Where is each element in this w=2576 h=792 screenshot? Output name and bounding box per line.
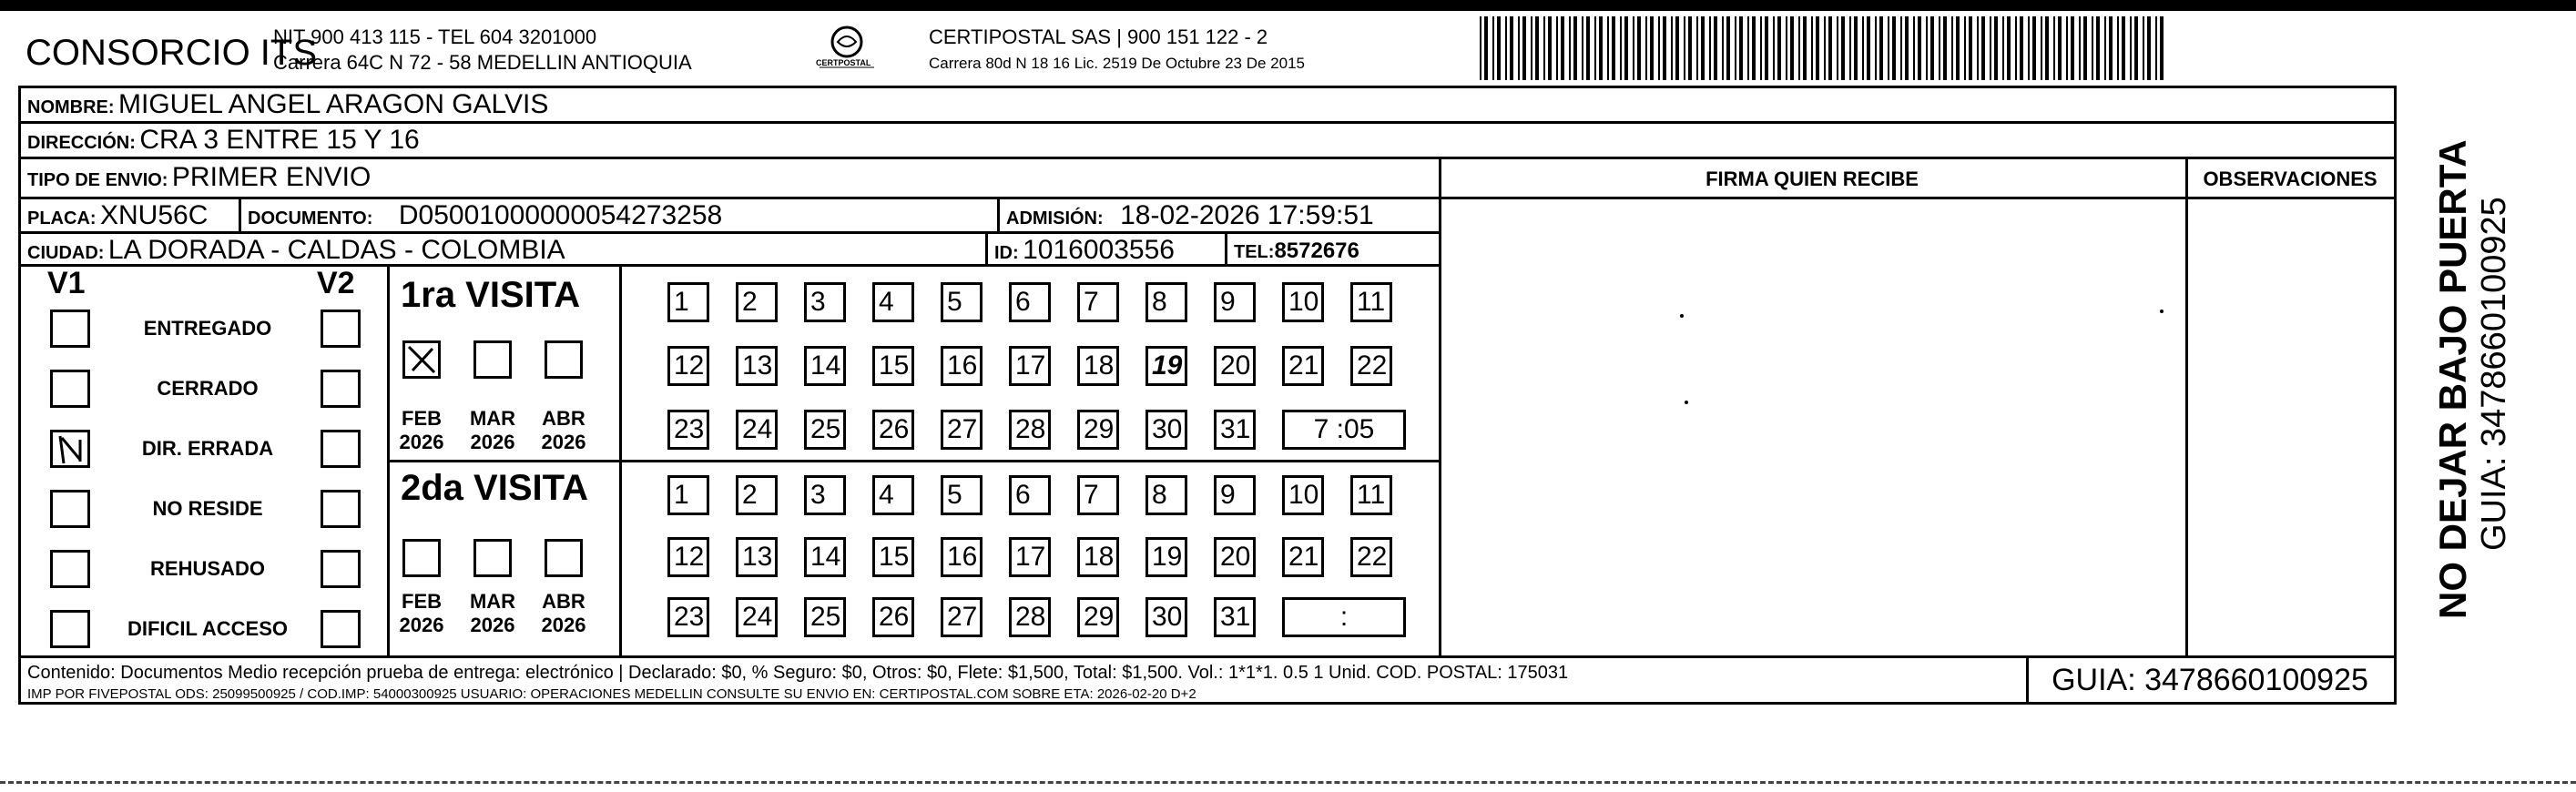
certipostal-logo [810, 24, 883, 78]
barcode-bar [1543, 16, 1545, 80]
v1-checkbox[interactable] [50, 310, 90, 348]
barcode-bar [1943, 16, 1947, 80]
v1-label: V1 [47, 266, 86, 300]
footer-guia: GUIA: 3478660100925 [2052, 663, 2368, 697]
day-box[interactable]: 23 [667, 597, 709, 637]
second-visit-label: 2da VISITA [401, 468, 588, 508]
month-checkbox[interactable] [545, 340, 583, 379]
v1-checkbox[interactable] [50, 610, 90, 648]
barcode-bar [1675, 16, 1679, 80]
v2-label: V2 [317, 266, 355, 300]
status-label: DIFICIL ACCESO [127, 617, 288, 640]
company-nit: NIT 900 413 115 - TEL 604 3201000 [273, 25, 597, 48]
day-box[interactable]: 24 [736, 597, 778, 637]
barcode-bar [2079, 16, 2081, 80]
day-box[interactable]: 26 [872, 597, 914, 637]
ciudad-label: CIUDAD: [27, 243, 105, 263]
day-box[interactable]: 18 [1077, 346, 1119, 386]
barcode-bar [1497, 16, 1501, 80]
month-label: ABR 2026 [541, 407, 586, 453]
barcode-bar [1786, 16, 1787, 80]
certipostal-address: Carrera 80d N 18 16 Lic. 2519 De Octubre 23 De 2015 [929, 55, 1305, 72]
barcode-bar [1905, 16, 1909, 80]
barcode-bar [2020, 16, 2023, 80]
direccion-value: CRA 3 ENTRE 15 Y 16 [139, 125, 420, 155]
company-address: Carrera 64C N 72 - 58 MEDELLIN ANTIOQUIA [273, 51, 692, 74]
day-box[interactable]: 10 [1282, 475, 1324, 515]
tipo-envio-label: TIPO DE ENVIO: [27, 170, 168, 190]
side-guia: GUIA: 3478660100925 [2475, 197, 2513, 551]
barcode-bar [1918, 16, 1921, 80]
v2-checkbox[interactable] [321, 550, 361, 588]
day-box[interactable]: 24 [736, 410, 778, 450]
barcode-bar [2066, 16, 2068, 80]
barcode-bar [1531, 16, 1532, 80]
day-box[interactable]: 8 [1145, 475, 1187, 515]
day-box[interactable]: 15 [872, 346, 914, 386]
barcode-bar [1735, 16, 1736, 80]
barcode-bar [1688, 16, 1692, 80]
barcode-bar [1841, 16, 1845, 80]
barcode-bar [2092, 16, 2093, 80]
direccion-label: DIRECCIÓN: [27, 133, 136, 153]
barcode-bar [1981, 16, 1985, 80]
barcode-bar [1773, 16, 1775, 80]
day-box[interactable]: 4 [872, 475, 914, 515]
barcode-bar [1586, 16, 1590, 80]
day-box[interactable]: 21 [1282, 537, 1324, 577]
day-box[interactable]: 19 [1145, 346, 1187, 386]
v2-checkbox[interactable] [321, 310, 361, 348]
barcode-bar [1522, 16, 1526, 80]
barcode-bar [1900, 16, 1902, 80]
barcode-bar [1951, 16, 1953, 80]
barcode-bar [1994, 16, 1998, 80]
month-checkbox[interactable] [402, 340, 441, 379]
day-box[interactable]: 30 [1145, 410, 1187, 450]
barcode-bar [1480, 16, 1481, 80]
id-label: ID: [994, 243, 1019, 263]
month-checkbox[interactable] [545, 539, 583, 577]
barcode-bar [2122, 16, 2125, 80]
day-box[interactable]: 20 [1214, 346, 1256, 386]
day-box[interactable]: 3 [804, 282, 846, 322]
status-label: ENTREGADO [143, 317, 272, 340]
barcode-bar [2143, 16, 2144, 80]
documento-value: D05001000000054273258 [398, 200, 723, 230]
v1-checkbox[interactable] [50, 490, 90, 528]
status-label: DIR. ERRADA [141, 437, 274, 460]
ciudad-value: LA DORADA - CALDAS - COLOMBIA [107, 235, 565, 265]
barcode-bar [1854, 16, 1858, 80]
barcode-bar [1888, 16, 1889, 80]
month-label: FEB 2026 [399, 407, 444, 453]
day-box[interactable]: 15 [872, 537, 914, 577]
barcode-bar [1862, 16, 1864, 80]
barcode-bar [1645, 16, 1647, 80]
barcode-bar [1990, 16, 1991, 80]
day-box[interactable]: 17 [1009, 537, 1051, 577]
barcode-bar [1977, 16, 1979, 80]
barcode-bar [1607, 16, 1609, 80]
barcode-bar [1556, 16, 1558, 80]
barcode-bar [1913, 16, 1915, 80]
day-box[interactable]: 27 [941, 597, 983, 637]
barcode-bar [2130, 16, 2132, 80]
barcode-bar [2071, 16, 2074, 80]
documento-label: DOCUMENTO: [248, 208, 373, 228]
day-box[interactable]: 28 [1009, 410, 1051, 450]
barcode-bar [2002, 16, 2004, 80]
day-box[interactable]: 6 [1009, 475, 1051, 515]
barcode-bar [2045, 16, 2049, 80]
barcode-bar [1594, 16, 1596, 80]
tel-value: 8572676 [1274, 239, 1359, 263]
placa-value: XNU56C [100, 200, 209, 230]
tipo-envio-value: PRIMER ENVIO [171, 162, 372, 192]
day-box[interactable]: 20 [1214, 537, 1256, 577]
day-box[interactable]: 3 [804, 475, 846, 515]
signature-mark [1680, 314, 1684, 318]
barcode-bar [1926, 16, 1928, 80]
barcode-bar [1765, 16, 1768, 80]
barcode-bar [2015, 16, 2017, 80]
day-box[interactable]: 2 [736, 282, 778, 322]
barcode-bar [2053, 16, 2055, 80]
barcode-bar [1722, 16, 1724, 80]
barcode-bar [1849, 16, 1851, 80]
v2-checkbox[interactable] [321, 430, 361, 468]
time-field[interactable]: 7 :05 [1282, 410, 1406, 450]
observaciones-label: OBSERVACIONES [2203, 168, 2377, 190]
day-box[interactable]: 11 [1350, 475, 1392, 515]
barcode-bar [1671, 16, 1673, 80]
barcode-bar [1650, 16, 1654, 80]
day-box[interactable]: 28 [1009, 597, 1051, 637]
day-box[interactable]: 16 [941, 537, 983, 577]
barcode-bar [1709, 16, 1711, 80]
first-visit-label: 1ra VISITA [401, 275, 581, 315]
barcode-bar [1637, 16, 1641, 80]
day-box[interactable]: 5 [941, 282, 983, 322]
day-box[interactable]: 11 [1350, 282, 1392, 322]
day-box[interactable]: 1 [667, 282, 709, 322]
barcode-bar [2155, 16, 2157, 80]
barcode-bar [1760, 16, 1762, 80]
nombre-value: MIGUEL ANGEL ARAGON GALVIS [118, 89, 549, 119]
barcode-bar [2109, 16, 2113, 80]
barcode-bar [1573, 16, 1577, 80]
barcode-bar [2083, 16, 2087, 80]
day-box[interactable]: 25 [804, 597, 846, 637]
v1-checkbox[interactable] [50, 430, 90, 468]
barcode-bar [1739, 16, 1743, 80]
day-box[interactable]: 6 [1009, 282, 1051, 322]
day-box[interactable]: 12 [667, 537, 709, 577]
barcode-bar [2058, 16, 2062, 80]
barcode-bar [1492, 16, 1494, 80]
barcode-bar [2032, 16, 2036, 80]
month-checkbox[interactable] [402, 539, 441, 577]
barcode-bar [1505, 16, 1507, 80]
barcode-bar [1663, 16, 1666, 80]
barcode-bar [1484, 16, 1488, 80]
signature-mark [1685, 401, 1688, 404]
month-label: FEB 2026 [399, 590, 444, 636]
day-box[interactable]: 22 [1350, 346, 1392, 386]
top-border [0, 0, 2576, 11]
barcode [1480, 16, 2172, 80]
v1-checkbox[interactable] [50, 370, 90, 408]
barcode-bar [1612, 16, 1615, 80]
day-box[interactable]: 14 [804, 537, 846, 577]
barcode-bar [1875, 16, 1877, 80]
barcode-bar [1561, 16, 1564, 80]
v1-checkbox[interactable] [50, 550, 90, 588]
day-box[interactable]: 27 [941, 410, 983, 450]
firma-label: FIRMA QUIEN RECIBE [1705, 168, 1919, 190]
barcode-bar [1633, 16, 1634, 80]
month-checkbox[interactable] [473, 539, 512, 577]
day-box[interactable]: 13 [736, 537, 778, 577]
barcode-bar [1582, 16, 1583, 80]
v2-checkbox[interactable] [321, 610, 361, 648]
day-box[interactable]: 12 [667, 346, 709, 386]
day-box[interactable]: 31 [1214, 597, 1256, 637]
day-box[interactable]: 29 [1077, 410, 1119, 450]
id-value: 1016003556 [1023, 235, 1175, 265]
barcode-bar [1747, 16, 1749, 80]
barcode-bar [1816, 16, 1819, 80]
day-box[interactable]: 7 [1077, 282, 1119, 322]
day-box[interactable]: 29 [1077, 597, 1119, 637]
day-box[interactable]: 19 [1145, 537, 1187, 577]
barcode-bar [2134, 16, 2138, 80]
barcode-bar [1684, 16, 1685, 80]
day-box[interactable]: 10 [1282, 282, 1324, 322]
nombre-label: NOMBRE: [27, 97, 115, 117]
barcode-bar [1956, 16, 1960, 80]
barcode-bar [1569, 16, 1571, 80]
day-box[interactable]: 21 [1282, 346, 1324, 386]
barcode-bar [1548, 16, 1552, 80]
barcode-bar [2007, 16, 2011, 80]
barcode-bar [1824, 16, 1826, 80]
barcode-bar [1620, 16, 1622, 80]
barcode-bar [2096, 16, 2100, 80]
day-box[interactable]: 26 [872, 410, 914, 450]
day-box[interactable]: 31 [1214, 410, 1256, 450]
day-box[interactable]: 5 [941, 475, 983, 515]
day-box[interactable]: 14 [804, 346, 846, 386]
day-box[interactable]: 7 [1077, 475, 1119, 515]
day-box[interactable]: 22 [1350, 537, 1392, 577]
barcode-bar [1930, 16, 1934, 80]
barcode-bar [1752, 16, 1756, 80]
barcode-bar [1837, 16, 1838, 80]
day-box[interactable]: 4 [872, 282, 914, 322]
status-label: NO RESIDE [152, 497, 263, 520]
barcode-bar [1879, 16, 1883, 80]
admision-label: ADMISIÓN: [1006, 208, 1104, 228]
day-box[interactable]: 1 [667, 475, 709, 515]
barcode-bar [1714, 16, 1717, 80]
day-box[interactable]: 17 [1009, 346, 1051, 386]
barcode-bar [1624, 16, 1628, 80]
barcode-bar [2147, 16, 2151, 80]
tear-line [0, 781, 2576, 784]
placa-label: PLACA: [27, 208, 97, 228]
month-label: MAR 2026 [469, 590, 516, 636]
day-box[interactable]: 30 [1145, 597, 1187, 637]
barcode-bar [1803, 16, 1807, 80]
barcode-bar [1777, 16, 1781, 80]
barcode-bar [1599, 16, 1603, 80]
barcode-bar [1867, 16, 1870, 80]
barcode-bar [1939, 16, 1940, 80]
day-box[interactable]: 9 [1214, 282, 1256, 322]
month-checkbox[interactable] [473, 340, 512, 379]
barcode-bar [1964, 16, 1966, 80]
barcode-bar [1518, 16, 1520, 80]
side-warning: NO DEJAR BAJO PUERTA [2431, 139, 2474, 619]
barcode-bar [2041, 16, 2042, 80]
barcode-bar [1696, 16, 1698, 80]
month-label: MAR 2026 [469, 407, 516, 453]
signature-mark [2160, 310, 2164, 313]
month-label: ABR 2026 [541, 590, 586, 636]
barcode-bar [1811, 16, 1813, 80]
time-field[interactable]: : [1282, 597, 1406, 637]
barcode-bar [1658, 16, 1660, 80]
logo-text: CERTPOSTAL [816, 58, 871, 67]
day-box[interactable]: 13 [736, 346, 778, 386]
barcode-bar [1535, 16, 1539, 80]
day-box[interactable]: 2 [736, 475, 778, 515]
barcode-bar [1701, 16, 1705, 80]
admision-value: 18-02-2026 17:59:51 [1120, 200, 1374, 230]
tel-label: TEL: [1234, 242, 1275, 262]
day-box[interactable]: 8 [1145, 282, 1187, 322]
certipostal-nit: CERTIPOSTAL SAS | 900 151 122 - 2 [929, 25, 1268, 48]
status-label: CERRADO [157, 377, 259, 400]
barcode-bar [1969, 16, 1972, 80]
day-box[interactable]: 25 [804, 410, 846, 450]
day-box[interactable]: 23 [667, 410, 709, 450]
barcode-bar [1790, 16, 1794, 80]
barcode-bar [1510, 16, 1513, 80]
footer-content: Contenido: Documentos Medio recepción prueba de entrega: electrónico | Declarado: $0, % Seguro: $0, Otros: $0, Flete: $1,500, Total: $1,500. Vol.: 1*1*1. 0.5 1 Unid. COD. POSTAL: 175031 [27, 663, 1569, 683]
barcode-bar [2160, 16, 2164, 80]
v2-checkbox[interactable] [321, 370, 361, 408]
barcode-bar [2104, 16, 2106, 80]
barcode-bar [1892, 16, 1896, 80]
barcode-bar [1828, 16, 1832, 80]
barcode-bar [1726, 16, 1730, 80]
day-box[interactable]: 9 [1214, 475, 1256, 515]
day-box[interactable]: 16 [941, 346, 983, 386]
footer-print-info: IMP POR FIVEPOSTAL ODS: 25099500925 / COD.IMP: 54000300925 USUARIO: OPERACIONES MEDELLIN CONSULTE SU ENVIO EN: CERTIPOSTAL.COM SOBRE ETA: 2026-02-20 D+2 [27, 686, 1196, 702]
status-label: REHUSADO [150, 557, 265, 580]
barcode-bar [2117, 16, 2119, 80]
barcode-bar [2028, 16, 2030, 80]
day-box[interactable]: 18 [1077, 537, 1119, 577]
v2-checkbox[interactable] [321, 490, 361, 528]
company-name: CONSORCIO ITS [25, 33, 318, 73]
barcode-bar [1798, 16, 1800, 80]
